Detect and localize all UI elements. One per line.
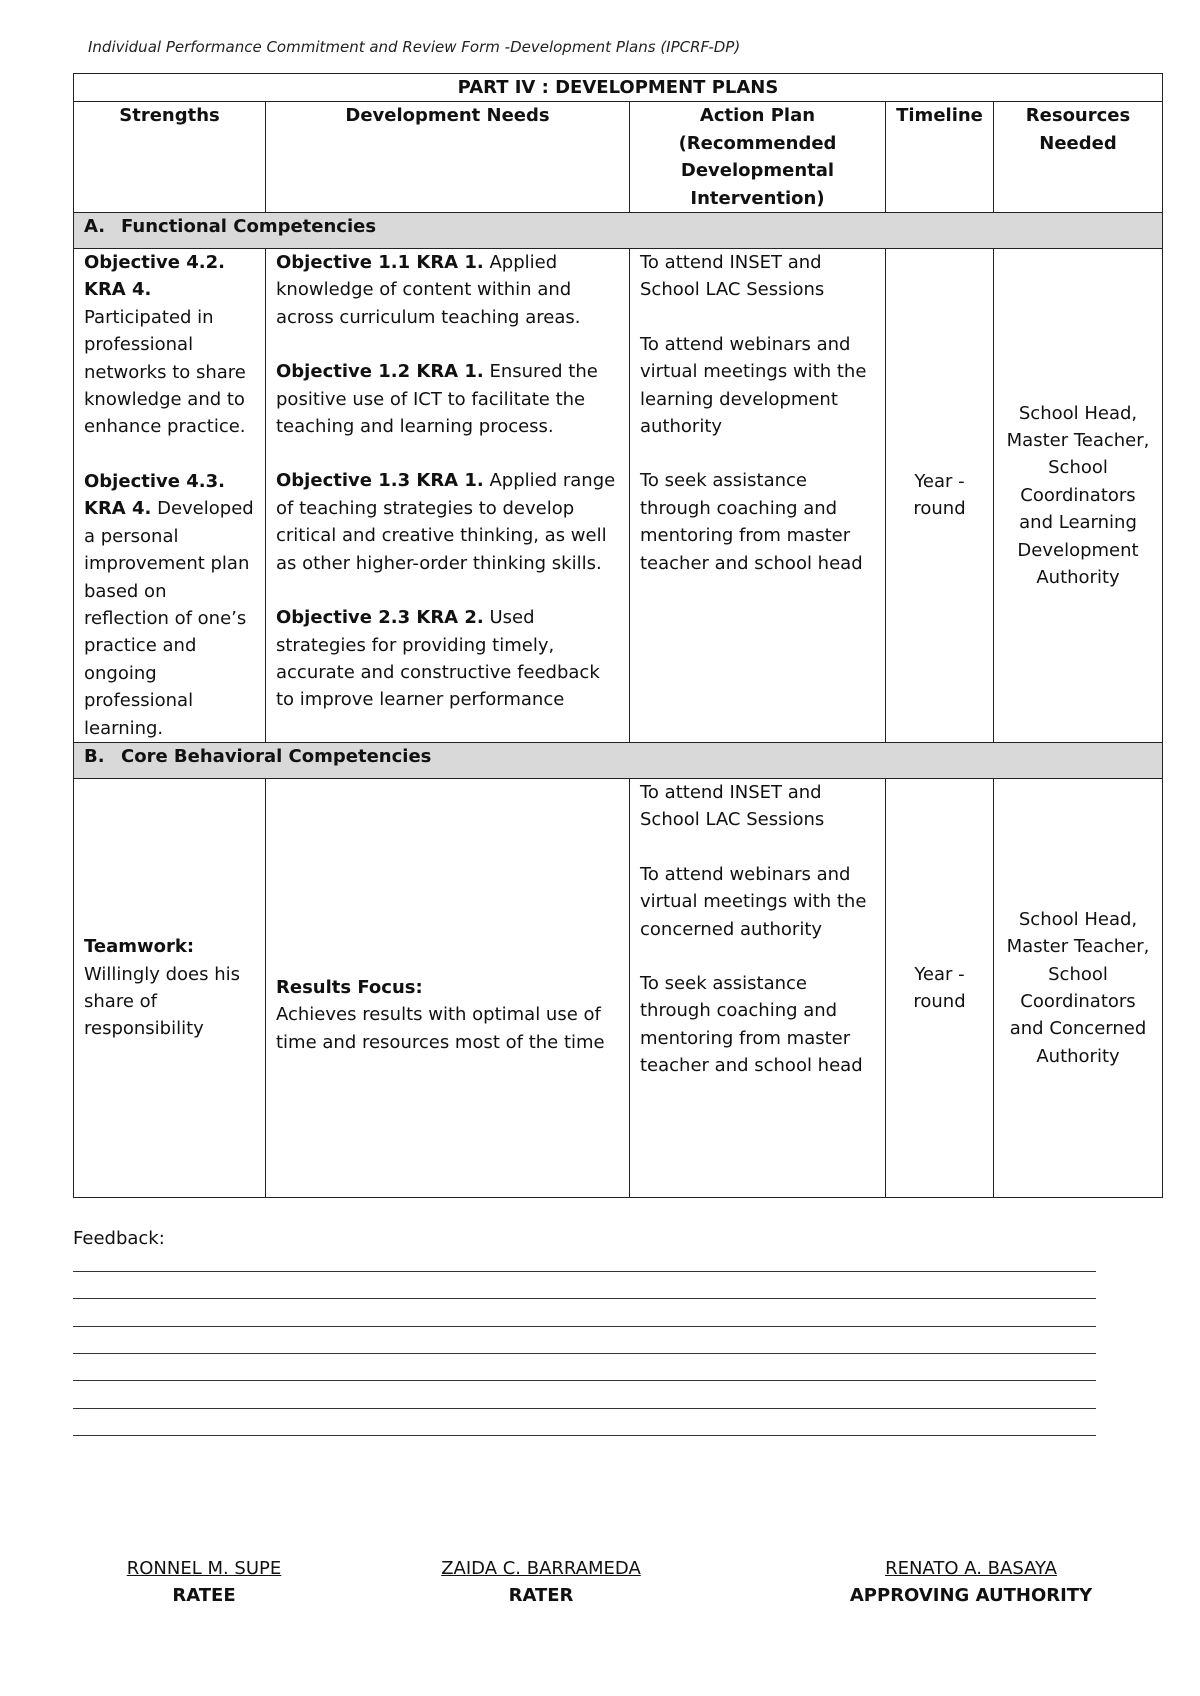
feedback-line[interactable] [73,1271,1096,1272]
section-letter: B. [84,745,105,767]
action-plan-cell: To attend INSET and School LAC Sessions To attend webinars and virtual meetings with the concerned authority To seek assistance through coaching and mentoring from master teacher and school head [630,778,886,1197]
feedback-line[interactable] [73,1435,1096,1436]
rater-role: RATER [508,1585,574,1606]
col-header-strengths: Strengths [74,102,266,213]
timeline-cell: Year - round [886,778,994,1197]
feedback-line[interactable] [73,1380,1096,1381]
development-plan-table [73,73,1163,1198]
approver-role: APPROVING AUTHORITY [849,1585,1093,1606]
resources-cell: School Head, Master Teacher, School Coordinators and Learning Development Authority [994,249,1163,743]
section-title: Core Behavioral Competencies [121,745,432,767]
part-title: PART IV : DEVELOPMENT PLANS [74,74,1163,102]
ratee-name: RONNEL M. SUPE [126,1558,282,1579]
col-header-action-plan: Action Plan (Recommended Developmental Intervention) [630,102,886,213]
development-needs-cell: Objective 1.1 KRA 1. Applied knowledge of content within and across curriculum teaching areas. Objective 1.2 KRA 1. Ensured the positive use of ICT to facilitate the teaching and learning process. Objective 1.3 KRA 1. Applied range of teaching strategies to develop critical and creative thinking, as well as other higher-order thinking skills. Objective 2.3 KRA 2. Used strategies for providing timely, accurate and constructive feedback to improve learner performance [266,249,630,743]
table-row [74,249,1163,743]
resources-cell: School Head, Master Teacher, School Coordinators and Concerned Authority [994,778,1163,1197]
approver-name: RENATO A. BASAYA [885,1558,1057,1579]
section-title: Functional Competencies [121,216,377,238]
signature-ratee [124,1555,284,1609]
action-plan-cell: To attend INSET and School LAC Sessions To attend webinars and virtual meetings with the learning development authority To seek assistance through coaching and mentoring from master teacher and school head [630,249,886,743]
section-header-functional [74,213,1163,249]
feedback-label: Feedback: [73,1228,165,1249]
timeline-cell: Year - round [886,249,994,743]
signature-rater [431,1555,651,1609]
strengths-cell: Objective 4.2. KRA 4. Participated in professional networks to share knowledge and to enhance practice. Objective 4.3. KRA 4. Developed a personal improvement plan based on reflection of one’s practice and ongoing professional learning. [74,249,266,743]
feedback-line[interactable] [73,1353,1096,1354]
strengths-cell: Teamwork: Willingly does his share of responsibility [74,778,266,1197]
col-header-resources: Resources Needed [994,102,1163,213]
table-row [74,778,1163,1197]
rater-name: ZAIDA C. BARRAMEDA [441,1558,641,1579]
document-header: Individual Performance Commitment and Review Form -Development Plans (IPCRF-DP) [88,38,741,56]
col-header-timeline: Timeline [886,102,994,213]
feedback-line[interactable] [73,1408,1096,1409]
section-letter: A. [84,216,106,238]
feedback-line[interactable] [73,1298,1096,1299]
development-needs-cell: Results Focus: Achieves results with optimal use of time and resources most of the time [266,778,630,1197]
col-header-development-needs: Development Needs [266,102,630,213]
ratee-role: RATEE [172,1585,236,1606]
signature-approver [846,1555,1096,1609]
section-header-core-behavioral [74,742,1163,778]
feedback-line[interactable] [73,1326,1096,1327]
